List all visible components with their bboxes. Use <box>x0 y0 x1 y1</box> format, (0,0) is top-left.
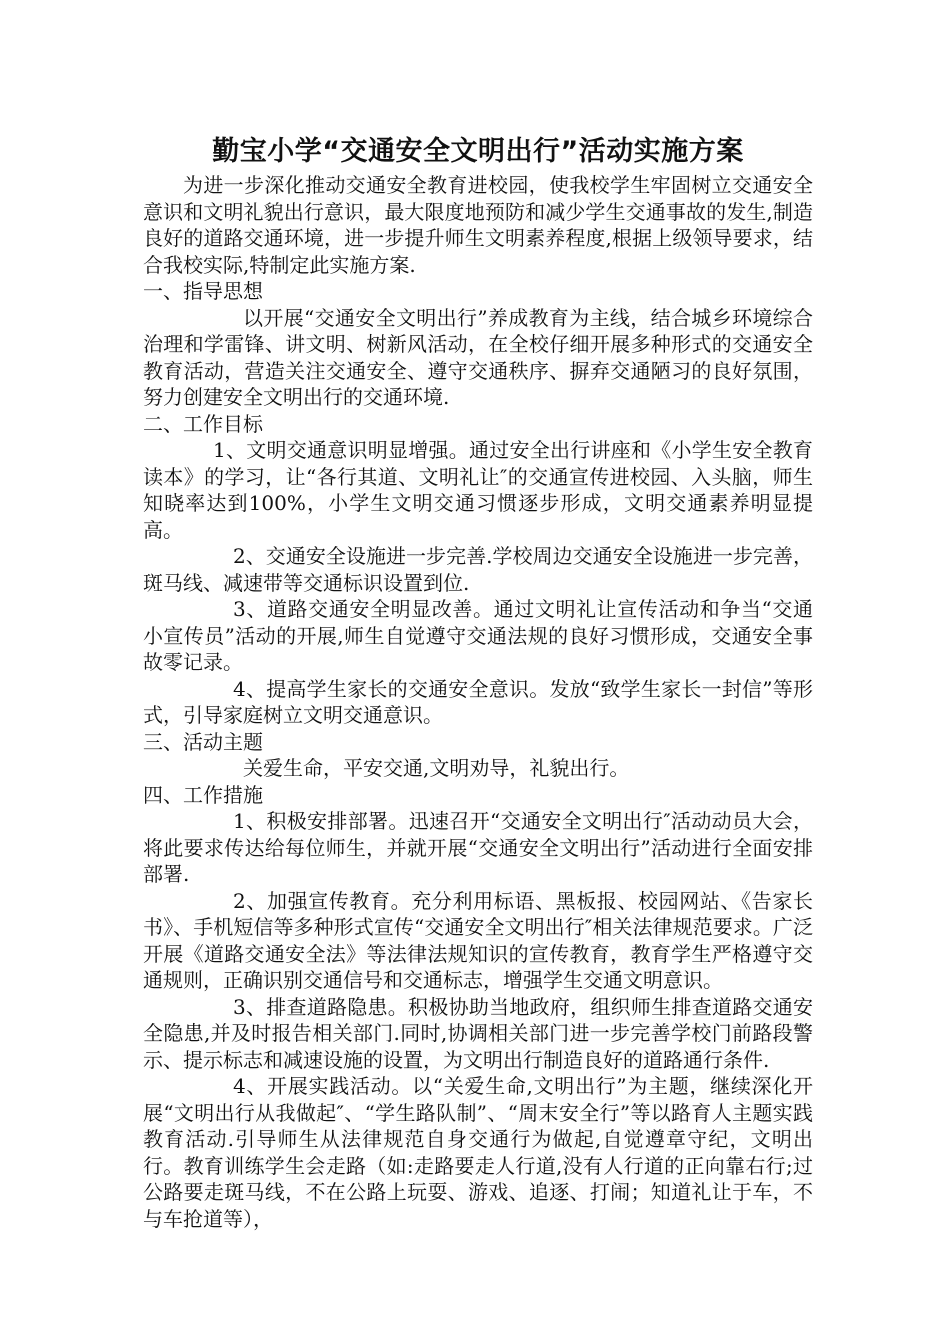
section-heading-guiding-thought: 一、指导思想 <box>143 279 263 303</box>
goal-item: 3、道路交通安全明显改善。通过文明礼让宣传活动和争当“交通小宣传员”活动的开展,师生自觉遵守交通法规的良好习惯形成，交通安全事故零记录。 <box>143 597 813 674</box>
intro-paragraph: 为进一步深化推动交通安全教育进校园，使我校学生牢固树立交通安全意识和文明礼貌出行意识，最大限度地预防和减少学生交通事故的发生,制造良好的道路交通环境，进一步提升师生文明素养程度,根据上级领导要求，结合我校实际,特制定此实施方案. <box>143 173 813 277</box>
goal-item: 2、交通安全设施进一步完善.学校周边交通安全设施进一步完善，斑马线、减速带等交通标识设置到位. <box>143 544 813 595</box>
theme-text: 关爱生命，平安交通,文明劝导，礼貌出行。 <box>243 756 630 780</box>
section-heading-activity-theme: 三、活动主题 <box>143 729 263 754</box>
paragraph: 以开展“交通安全文明出行”养成教育为主线，结合城乡环境综合治理和学雷锋、讲文明、树新风活动，在全校仔细开展多种形式的交通安全教育活动，营造关注交通安全、遵守交通秩序、摒弃交通陋习的良好氛围，努力创建安全文明出行的交通环境. <box>143 305 813 409</box>
document-page <box>143 134 813 1232</box>
measure-item: 4、开展实践活动。以“关爱生命,文明出行”为主题，继续深化开展“文明出行从我做起″、“学生路队制”、“周末安全行”等以路育人主题实践教育活动.引导师生从法律规范自身交通行为做起,自觉遵章守纪，文明出行。教育训练学生会走路（如:走路要走人行道,没有人行道的正向靠右行;过公路要走斑马线，不在公路上玩耍、游戏、追逐、打闹；知道礼让于车，不与车抢道等）， <box>143 1074 813 1231</box>
section-heading-work-goals: 二、工作目标 <box>143 411 263 436</box>
measure-item: 3、排查道路隐患。积极协助当地政府，组织师生排查道路交通安全隐患,并及时报告相关部门.同时,协调相关部门进一步完善学校门前路段警示、提示标志和减速设施的设置，为文明出行制造良好的道路通行条件. <box>143 994 813 1072</box>
measure-item: 1、积极安排部署。迅速召开“交通安全文明出行″活动动员大会，将此要求传达给每位师生，并就开展“交通安全文明出行”活动进行全面安排部署. <box>143 809 813 886</box>
goal-item: 4、提高学生家长的交通安全意识。发放“致学生家长一封信”等形式，引导家庭树立文明交通意识。 <box>143 676 813 727</box>
goal-item: 1、文明交通意识明显增强。通过安全出行讲座和《小学生安全教育读本》的学习，让“各行其道、文明礼让″的交通宣传进校园、入头脑，师生知晓率达到100%，小学生文明交通习惯逐步形成，文明交通素养明显提高。 <box>143 438 813 542</box>
document-title: 勤宝小学“交通安全文明出行”活动实施方案 <box>212 136 744 167</box>
measure-item: 2、加强宣传教育。充分利用标语、黑板报、校园网站、《告家长书》、手机短信等多种形式宣传“交通安全文明出行″相关法律规范要求。广泛开展《道路交通安全法》等法律法规知识的宣传教育，教育学生严格遵守交通规则，正确识别交通信号和交通标志，增强学生交通文明意识。 <box>143 888 813 992</box>
section-heading-work-measures: 四、工作措施 <box>143 782 263 807</box>
